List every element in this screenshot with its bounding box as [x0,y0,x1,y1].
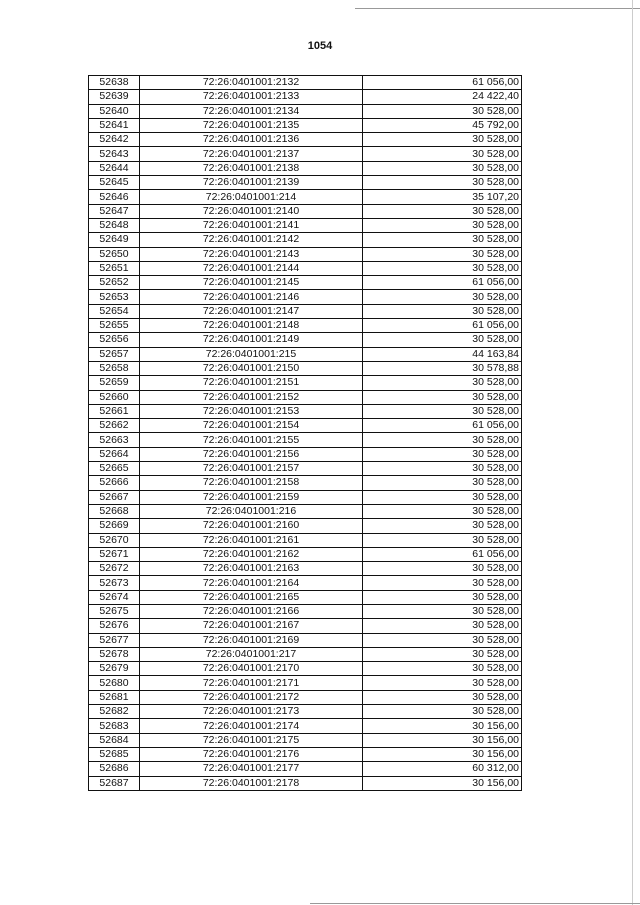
table-row [89,433,522,447]
value-cell: 30 528,00 [363,519,522,533]
row-number-cell: 52652 [89,276,140,290]
value-cell: 30 528,00 [363,576,522,590]
cadastral-number-cell: 72:26:0401001:2155 [140,433,363,447]
cadastral-number-cell: 72:26:0401001:2137 [140,147,363,161]
table-row [89,762,522,776]
cadastral-number-cell: 72:26:0401001:2133 [140,90,363,104]
value-cell: 61 056,00 [363,419,522,433]
cadastral-number-cell: 72:26:0401001:2152 [140,390,363,404]
value-cell: 30 528,00 [363,147,522,161]
table-row [89,776,522,790]
cadastral-number-cell: 72:26:0401001:2172 [140,690,363,704]
row-number-cell: 52638 [89,76,140,90]
row-number-cell: 52680 [89,676,140,690]
table-row [89,476,522,490]
value-cell: 61 056,00 [363,76,522,90]
value-cell: 30 528,00 [363,433,522,447]
value-cell: 44 163,84 [363,347,522,361]
row-number-cell: 52656 [89,333,140,347]
cadastral-number-cell: 72:26:0401001:2144 [140,261,363,275]
row-number-cell: 52686 [89,762,140,776]
row-number-cell: 52659 [89,376,140,390]
cadastral-number-cell: 72:26:0401001:2151 [140,376,363,390]
table-row [89,176,522,190]
records-table [88,75,522,791]
value-cell: 30 156,00 [363,747,522,761]
table-row [89,333,522,347]
cadastral-number-cell: 72:26:0401001:2142 [140,233,363,247]
records-table-wrapper [88,75,522,791]
value-cell: 30 578,88 [363,361,522,375]
table-row [89,490,522,504]
table-row [89,233,522,247]
cadastral-number-cell: 72:26:0401001:2175 [140,733,363,747]
table-row [89,304,522,318]
table-row [89,147,522,161]
table-row [89,519,522,533]
cadastral-number-cell: 72:26:0401001:2162 [140,547,363,561]
row-number-cell: 52653 [89,290,140,304]
table-row [89,690,522,704]
cadastral-number-cell: 72:26:0401001:2163 [140,562,363,576]
value-cell: 30 528,00 [363,333,522,347]
row-number-cell: 52646 [89,190,140,204]
row-number-cell: 52651 [89,261,140,275]
value-cell: 30 528,00 [363,376,522,390]
value-cell: 30 528,00 [363,633,522,647]
cadastral-number-cell: 72:26:0401001:2169 [140,633,363,647]
cadastral-number-cell: 72:26:0401001:2146 [140,290,363,304]
value-cell: 30 528,00 [363,176,522,190]
cadastral-number-cell: 72:26:0401001:2156 [140,447,363,461]
table-row [89,76,522,90]
cadastral-number-cell: 72:26:0401001:2170 [140,662,363,676]
row-number-cell: 52663 [89,433,140,447]
value-cell: 30 528,00 [363,476,522,490]
row-number-cell: 52650 [89,247,140,261]
row-number-cell: 52649 [89,233,140,247]
scan-edge-bottom [310,903,640,904]
value-cell: 35 107,20 [363,190,522,204]
cadastral-number-cell: 72:26:0401001:2167 [140,619,363,633]
cadastral-number-cell: 72:26:0401001:2134 [140,104,363,118]
cadastral-number-cell: 72:26:0401001:2140 [140,204,363,218]
cadastral-number-cell: 72:26:0401001:2171 [140,676,363,690]
value-cell: 30 528,00 [363,619,522,633]
cadastral-number-cell: 72:26:0401001:216 [140,504,363,518]
cadastral-number-cell: 72:26:0401001:2173 [140,705,363,719]
value-cell: 30 528,00 [363,705,522,719]
table-row [89,462,522,476]
cadastral-number-cell: 72:26:0401001:2132 [140,76,363,90]
table-row [89,290,522,304]
value-cell: 61 056,00 [363,276,522,290]
table-row [89,747,522,761]
row-number-cell: 52644 [89,161,140,175]
table-row [89,547,522,561]
table-row [89,204,522,218]
table-row [89,347,522,361]
table-row [89,376,522,390]
value-cell: 30 528,00 [363,290,522,304]
table-row [89,404,522,418]
table-row [89,104,522,118]
value-cell: 30 528,00 [363,533,522,547]
value-cell: 30 528,00 [363,204,522,218]
cadastral-number-cell: 72:26:0401001:2161 [140,533,363,547]
table-row [89,633,522,647]
row-number-cell: 52639 [89,90,140,104]
cadastral-number-cell: 72:26:0401001:2149 [140,333,363,347]
row-number-cell: 52678 [89,647,140,661]
row-number-cell: 52645 [89,176,140,190]
row-number-cell: 52683 [89,719,140,733]
value-cell: 30 528,00 [363,261,522,275]
value-cell: 30 528,00 [363,304,522,318]
row-number-cell: 52679 [89,662,140,676]
table-row [89,390,522,404]
cadastral-number-cell: 72:26:0401001:2164 [140,576,363,590]
cadastral-number-cell: 72:26:0401001:2143 [140,247,363,261]
row-number-cell: 52687 [89,776,140,790]
value-cell: 30 528,00 [363,233,522,247]
value-cell: 30 528,00 [363,447,522,461]
value-cell: 30 528,00 [363,218,522,232]
row-number-cell: 52657 [89,347,140,361]
cadastral-number-cell: 72:26:0401001:2174 [140,719,363,733]
value-cell: 30 528,00 [363,562,522,576]
cadastral-number-cell: 72:26:0401001:2153 [140,404,363,418]
value-cell: 30 528,00 [363,104,522,118]
row-number-cell: 52675 [89,604,140,618]
value-cell: 45 792,00 [363,118,522,132]
table-row [89,218,522,232]
value-cell: 30 528,00 [363,504,522,518]
scan-edge-top [355,8,640,9]
cadastral-number-cell: 72:26:0401001:2176 [140,747,363,761]
value-cell: 30 528,00 [363,462,522,476]
table-row [89,161,522,175]
cadastral-number-cell: 72:26:0401001:217 [140,647,363,661]
row-number-cell: 52643 [89,147,140,161]
table-row [89,604,522,618]
row-number-cell: 52660 [89,390,140,404]
value-cell: 30 528,00 [363,662,522,676]
table-row [89,647,522,661]
cadastral-number-cell: 72:26:0401001:215 [140,347,363,361]
cadastral-number-cell: 72:26:0401001:2178 [140,776,363,790]
value-cell: 30 528,00 [363,133,522,147]
value-cell: 61 056,00 [363,319,522,333]
row-number-cell: 52662 [89,419,140,433]
cadastral-number-cell: 72:26:0401001:2159 [140,490,363,504]
table-row [89,361,522,375]
table-row [89,90,522,104]
table-row [89,590,522,604]
table-row [89,276,522,290]
table-row [89,447,522,461]
table-row [89,562,522,576]
table-row [89,190,522,204]
value-cell: 30 156,00 [363,776,522,790]
cadastral-number-cell: 72:26:0401001:2135 [140,118,363,132]
value-cell: 30 528,00 [363,161,522,175]
value-cell: 30 156,00 [363,733,522,747]
row-number-cell: 52676 [89,619,140,633]
cadastral-number-cell: 72:26:0401001:2166 [140,604,363,618]
row-number-cell: 52665 [89,462,140,476]
value-cell: 30 528,00 [363,647,522,661]
value-cell: 30 528,00 [363,247,522,261]
table-row [89,662,522,676]
cadastral-number-cell: 72:26:0401001:2154 [140,419,363,433]
row-number-cell: 52684 [89,733,140,747]
value-cell: 30 528,00 [363,404,522,418]
row-number-cell: 52672 [89,562,140,576]
page-number: 1054 [307,40,333,52]
value-cell: 30 528,00 [363,490,522,504]
scan-edge-right [632,0,633,905]
value-cell: 30 528,00 [363,390,522,404]
table-row [89,576,522,590]
cadastral-number-cell: 72:26:0401001:2148 [140,319,363,333]
cadastral-number-cell: 72:26:0401001:2157 [140,462,363,476]
table-row [89,419,522,433]
row-number-cell: 52681 [89,690,140,704]
table-row [89,619,522,633]
row-number-cell: 52669 [89,519,140,533]
value-cell: 60 312,00 [363,762,522,776]
cadastral-number-cell: 72:26:0401001:2136 [140,133,363,147]
table-row [89,719,522,733]
table-row [89,676,522,690]
value-cell: 30 528,00 [363,676,522,690]
cadastral-number-cell: 72:26:0401001:214 [140,190,363,204]
row-number-cell: 52667 [89,490,140,504]
table-row [89,118,522,132]
table-row [89,533,522,547]
row-number-cell: 52664 [89,447,140,461]
value-cell: 30 528,00 [363,590,522,604]
records-table-body [89,76,522,791]
cadastral-number-cell: 72:26:0401001:2147 [140,304,363,318]
row-number-cell: 52668 [89,504,140,518]
row-number-cell: 52674 [89,590,140,604]
cadastral-number-cell: 72:26:0401001:2139 [140,176,363,190]
value-cell: 30 528,00 [363,690,522,704]
row-number-cell: 52661 [89,404,140,418]
cadastral-number-cell: 72:26:0401001:2141 [140,218,363,232]
row-number-cell: 52666 [89,476,140,490]
row-number-cell: 52671 [89,547,140,561]
row-number-cell: 52658 [89,361,140,375]
row-number-cell: 52670 [89,533,140,547]
row-number-cell: 52655 [89,319,140,333]
cadastral-number-cell: 72:26:0401001:2165 [140,590,363,604]
cadastral-number-cell: 72:26:0401001:2160 [140,519,363,533]
row-number-cell: 52647 [89,204,140,218]
row-number-cell: 52685 [89,747,140,761]
cadastral-number-cell: 72:26:0401001:2150 [140,361,363,375]
table-row [89,733,522,747]
row-number-cell: 52654 [89,304,140,318]
row-number-cell: 52648 [89,218,140,232]
cadastral-number-cell: 72:26:0401001:2138 [140,161,363,175]
row-number-cell: 52642 [89,133,140,147]
row-number-cell: 52641 [89,118,140,132]
table-row [89,705,522,719]
row-number-cell: 52673 [89,576,140,590]
value-cell: 61 056,00 [363,547,522,561]
table-row [89,261,522,275]
value-cell: 24 422,40 [363,90,522,104]
row-number-cell: 52682 [89,705,140,719]
table-row [89,247,522,261]
table-row [89,319,522,333]
cadastral-number-cell: 72:26:0401001:2145 [140,276,363,290]
row-number-cell: 52677 [89,633,140,647]
cadastral-number-cell: 72:26:0401001:2158 [140,476,363,490]
table-row [89,504,522,518]
cadastral-number-cell: 72:26:0401001:2177 [140,762,363,776]
table-row [89,133,522,147]
value-cell: 30 156,00 [363,719,522,733]
row-number-cell: 52640 [89,104,140,118]
value-cell: 30 528,00 [363,604,522,618]
